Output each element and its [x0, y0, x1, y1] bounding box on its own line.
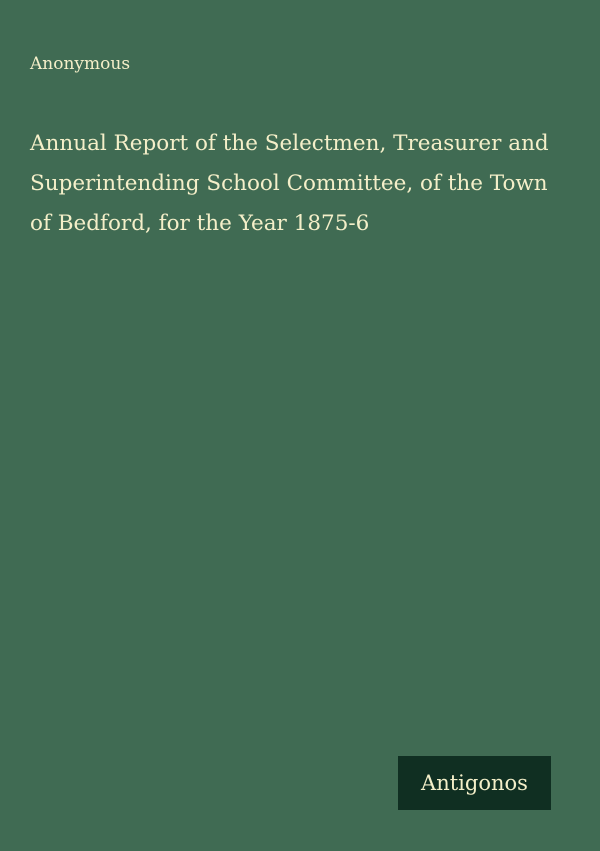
- author-name: Anonymous: [30, 54, 131, 74]
- publisher-badge: [398, 756, 551, 810]
- publisher-name: Antigonos: [421, 771, 528, 795]
- book-title: Annual Report of the Selectmen, Treasurer and Superintending School Committee, of the Town of Bedford, for the Year 1875-6: [30, 131, 549, 236]
